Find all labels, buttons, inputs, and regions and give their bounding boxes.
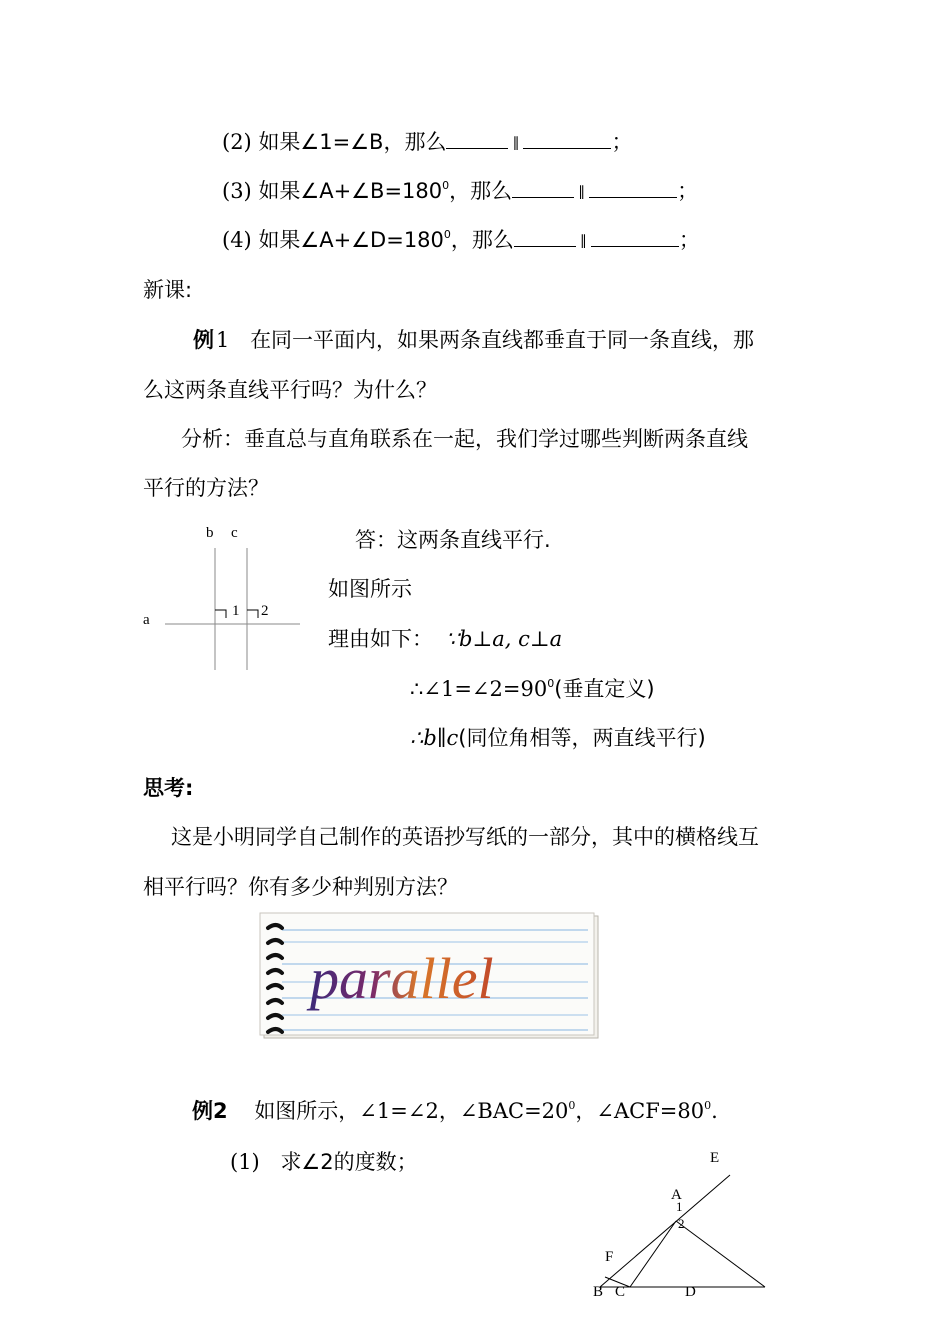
answer-blank[interactable]	[446, 128, 508, 149]
example-2-line	[192, 1097, 718, 1125]
answer-line-2: 如图所示	[328, 577, 412, 601]
example-text-part-2: ，∠ACF=80	[575, 1099, 705, 1123]
line-BE	[600, 1175, 730, 1287]
label-D: D	[685, 1284, 696, 1300]
answer-blank[interactable]	[514, 226, 576, 247]
exercise-condition: 如果∠A+∠B=180	[258, 179, 443, 203]
exercise-4	[222, 226, 700, 255]
degree-mark: 0	[547, 677, 555, 690]
example-1-line-1	[193, 326, 754, 354]
exercise-end: ；	[678, 228, 700, 252]
parallel-symbol: ∥	[512, 135, 520, 151]
right-angle-mark-2	[247, 610, 258, 618]
label-E: E	[710, 1150, 720, 1166]
notebook-paper-image	[258, 912, 600, 1042]
exercise-number: (3)	[222, 179, 252, 203]
answer-blank[interactable]	[591, 226, 679, 247]
analysis-line-1: 分析：垂直总与直角联系在一起，我们学过哪些判断两条直线	[181, 427, 748, 451]
reason-label: 理由如下：	[328, 627, 433, 651]
label-a: a	[143, 612, 150, 628]
answer-blank[interactable]	[523, 128, 611, 149]
answer-blank[interactable]	[512, 177, 574, 198]
exercise-number: (4)	[222, 228, 252, 252]
label-A: A	[671, 1187, 682, 1203]
parallel-symbol: ∥	[578, 184, 586, 200]
example-label: 例2	[192, 1099, 228, 1123]
label-angle-1: 1	[232, 603, 240, 619]
label-B: B	[593, 1284, 604, 1300]
question-1	[230, 1148, 418, 1176]
answer-line-1: 答：这两条直线平行.	[355, 528, 551, 552]
label-F: F	[605, 1249, 614, 1265]
notebook-svg	[258, 912, 600, 1042]
proof-math: ∴b∥c	[410, 726, 459, 750]
answer-blank[interactable]	[589, 177, 677, 198]
section-heading-think: 思考:	[143, 776, 194, 800]
label-c: c	[231, 525, 238, 541]
exercise-2	[222, 128, 632, 157]
proof-step-2	[410, 675, 655, 703]
example-text	[254, 1099, 718, 1123]
label-angle-1: 1	[676, 1199, 683, 1214]
figure-1-svg	[140, 520, 310, 675]
degree-mark: 0	[443, 228, 451, 241]
exercise-then: ，那么	[449, 179, 513, 203]
reason-math: ∵b⊥a, c⊥a	[445, 627, 563, 651]
example-text-part-1: 如图所示，∠1=∠2，∠BAC=20	[254, 1099, 569, 1123]
exercise-condition: 如果∠A+∠D=180	[258, 228, 444, 252]
exercise-then: ，那么	[383, 130, 447, 154]
exercise-3	[222, 177, 698, 206]
right-angle-mark-1	[215, 610, 226, 618]
parallel-symbol: ∥	[579, 233, 587, 249]
degree-mark: 0	[568, 1099, 576, 1112]
label-angle-2: 2	[678, 1216, 685, 1231]
example-number: 1	[216, 328, 230, 352]
example-1-line-2: 么这两条直线平行吗？为什么？	[143, 378, 437, 402]
triangle-figure	[585, 1145, 775, 1305]
degree-mark: 0	[442, 179, 450, 192]
label-C: C	[615, 1284, 626, 1300]
exercise-end: ；	[677, 179, 699, 203]
example-text: 在同一平面内，如果两条直线都垂直于同一条直线，那	[250, 328, 755, 352]
line-AC	[630, 1221, 676, 1287]
exercise-number: (2)	[222, 130, 252, 154]
label-b: b	[206, 525, 214, 541]
think-line-1: 这是小明同学自己制作的英语抄写纸的一部分，其中的横格线互	[171, 825, 759, 849]
proof-reason: (同位角相等，两直线平行)	[458, 726, 706, 750]
parallel-word: parallel	[310, 946, 494, 1011]
example-label: 例	[193, 328, 214, 352]
exercise-end: ；	[611, 130, 633, 154]
label-angle-2: 2	[261, 603, 269, 619]
exercise-condition: 如果∠1=∠B	[258, 130, 384, 154]
proof-reason: (垂直定义)	[554, 677, 655, 701]
think-line-2: 相平行吗？你有多少种判别方法？	[143, 875, 458, 899]
reason-line	[328, 625, 562, 653]
analysis-line-2: 平行的方法？	[143, 476, 269, 500]
proof-step-3	[410, 724, 706, 752]
question-number: (1)	[230, 1150, 260, 1174]
degree-mark: 0	[704, 1099, 712, 1112]
question-text: 求∠2的度数；	[280, 1150, 418, 1174]
section-heading-new-lesson: 新课:	[143, 278, 193, 302]
perpendicular-lines-figure	[140, 520, 310, 675]
proof-math: ∴∠1=∠2=90	[410, 677, 548, 701]
example-text-end: .	[711, 1099, 718, 1123]
line-AD	[676, 1221, 765, 1287]
exercise-then: ，那么	[450, 228, 514, 252]
